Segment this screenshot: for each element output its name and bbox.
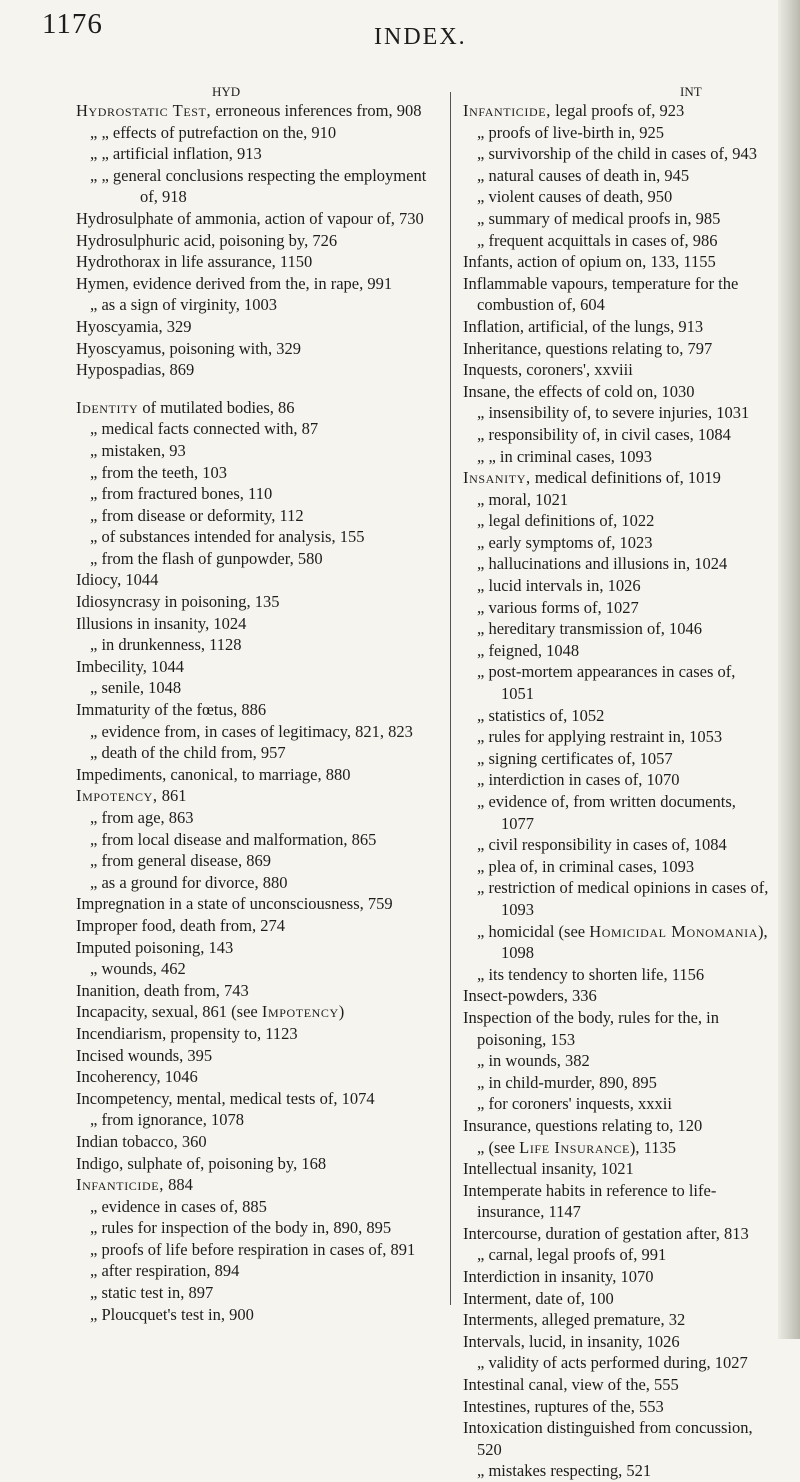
entry-text: „ frequent acquittals in cases of, 986 — [477, 230, 718, 250]
entry-text: Intestinal canal, view of the, 555 — [463, 1375, 679, 1395]
index-entry — [76, 1174, 448, 1196]
index-entry — [463, 424, 769, 446]
index-entry — [463, 532, 769, 554]
index-entry — [463, 1374, 769, 1396]
entry-heading: Infanticide, — [463, 101, 551, 120]
index-entry — [463, 1072, 769, 1094]
entry-text: Incised wounds, 395 — [76, 1045, 213, 1065]
index-entry — [463, 597, 769, 619]
index-entry — [463, 467, 769, 489]
entry-text: Inflammable vapours, temperature for the combustion of, 604 — [463, 273, 739, 315]
entry-text: Incompetency, mental, medical tests of, 1074 — [76, 1088, 375, 1108]
index-entry — [463, 791, 769, 834]
index-entry — [76, 569, 448, 591]
entry-text: „ proofs of life before respiration in cases of, 891 — [90, 1239, 416, 1259]
entry-text: „ restriction of medical opinions in cases of, 1093 — [477, 878, 769, 919]
entry-text: Hymen, evidence derived from the, in rape, 991 — [76, 273, 393, 293]
index-entry — [76, 656, 448, 678]
entry-text: „ violent causes of death, 950 — [477, 187, 673, 207]
entry-text: Hyoscyamia, 329 — [76, 316, 192, 336]
entry-text: „ from ignorance, 1078 — [90, 1110, 244, 1130]
entry-text: „ in drunkenness, 1128 — [90, 635, 242, 655]
entry-text: Interment, date of, 100 — [463, 1288, 614, 1308]
entry-text: „ civil responsibility in cases of, 1084 — [477, 835, 727, 855]
index-entry — [463, 1007, 769, 1050]
index-entry — [463, 553, 769, 575]
entry-text: „ evidence from, in cases of legitimacy, 821, 823 — [90, 721, 413, 741]
index-entry — [76, 785, 448, 807]
entry-text: „ post-mortem appearances in cases of, 1051 — [477, 662, 736, 704]
entry-text: Immaturity of the fœtus, 886 — [76, 700, 267, 720]
entry-text: „ survivorship of the child in cases of, 943 — [477, 144, 757, 164]
entry-text: „ signing certificates of, 1057 — [477, 748, 673, 768]
index-entry — [76, 677, 448, 699]
index-entry — [76, 1109, 448, 1131]
index-entry — [76, 483, 448, 505]
entry-text: „ from general disease, 869 — [90, 851, 271, 871]
cross-reference: Homicidal Monomania — [589, 921, 759, 941]
entry-text: Intemperate habits in reference to life-insurance, 1147 — [463, 1180, 717, 1222]
index-entry — [463, 834, 769, 856]
entry-text: Incapacity, sexual, 861 (see — [76, 1002, 262, 1022]
index-entry — [76, 440, 448, 462]
entry-text: legal proofs of, 923 — [550, 101, 685, 120]
index-entry — [76, 721, 448, 743]
entry-text: „ from the flash of gunpowder, 580 — [90, 548, 323, 568]
entry-text: Incoherency, 1046 — [76, 1067, 198, 1087]
index-entry — [463, 359, 769, 381]
index-entry — [463, 1244, 769, 1266]
entry-text: „ Ploucquet's test in, 900 — [90, 1304, 254, 1324]
entry-heading: Hydrostatic Test, — [76, 101, 212, 120]
entry-text: „ its tendency to shorten life, 1156 — [477, 964, 705, 984]
entry-text: Improper food, death from, 274 — [76, 915, 285, 935]
entry-text: 884 — [163, 1175, 193, 1195]
entry-text: „ mistaken, 93 — [90, 440, 186, 460]
index-entry — [463, 402, 769, 424]
entry-text: Hydrosulphuric acid, poisoning by, 726 — [76, 230, 338, 250]
index-entry — [463, 143, 769, 165]
index-entry — [76, 591, 448, 613]
index-entry — [76, 273, 448, 295]
index-entry — [76, 1239, 448, 1261]
entry-text: Interments, alleged premature, 32 — [463, 1310, 686, 1330]
entry-text: „ death of the child from, 957 — [90, 743, 286, 763]
index-entry — [463, 1309, 769, 1331]
entry-text: „ hereditary transmission of, 1046 — [477, 619, 702, 639]
index-entry — [76, 338, 448, 360]
index-entry — [463, 316, 769, 338]
entry-text: „ proofs of live-birth in, 925 — [477, 122, 664, 142]
index-entry — [463, 251, 769, 273]
entry-text: Inquests, coroners', xxviii — [463, 360, 633, 380]
entry-text: Intellectual insanity, 1021 — [463, 1159, 634, 1179]
entry-text: Hyoscyamus, poisoning with, 329 — [76, 338, 302, 358]
entry-text: „ from disease or deformity, 112 — [90, 505, 304, 525]
index-entry — [76, 505, 448, 527]
entry-text: Illusions in insanity, 1024 — [76, 613, 247, 633]
entry-text: „ for coroners' inquests, xxxii — [477, 1094, 672, 1114]
entry-tail: ), 1135 — [629, 1137, 677, 1157]
entry-text: „ summary of medical proofs in, 985 — [477, 208, 721, 228]
entry-text: „ feigned, 1048 — [477, 640, 580, 660]
index-entry — [463, 1137, 769, 1159]
index-entry — [463, 165, 769, 187]
index-entry — [76, 980, 448, 1002]
entry-text: Inheritance, questions relating to, 797 — [463, 338, 713, 358]
entry-heading: Infanticide, — [76, 1175, 164, 1195]
entry-text: „ (see — [477, 1137, 520, 1157]
entry-text: „ legal definitions of, 1022 — [477, 511, 655, 531]
index-entry — [76, 1045, 448, 1067]
entry-text: erroneous inferences from, 908 — [211, 101, 422, 120]
index-entry — [463, 230, 769, 252]
index-entry — [463, 921, 769, 964]
index-entry — [463, 1352, 769, 1374]
index-entry — [463, 1223, 769, 1245]
index-entry — [463, 1158, 769, 1180]
entry-text: „ early symptoms of, 1023 — [477, 532, 653, 552]
entry-text: „ senile, 1048 — [90, 678, 182, 698]
entry-text: „ from fractured bones, 110 — [90, 484, 273, 504]
index-entry — [463, 1288, 769, 1310]
index-entry — [76, 850, 448, 872]
entry-text: „ plea of, in criminal cases, 1093 — [477, 856, 695, 876]
right-column-head: INT — [680, 84, 702, 99]
index-entry — [76, 1217, 448, 1239]
entry-text: „ „ general conclusions respecting the employment of, 918 — [90, 165, 427, 207]
index-entry — [76, 764, 448, 786]
index-entry — [76, 915, 448, 937]
entry-text: 861 — [157, 786, 187, 806]
index-entry — [463, 122, 769, 144]
entry-text: „ homicidal (see — [477, 921, 590, 941]
page-edge-shadow — [778, 0, 800, 1339]
index-entry — [463, 381, 769, 403]
index-entry — [463, 186, 769, 208]
index-entry — [463, 1331, 769, 1353]
index-entry — [76, 1131, 448, 1153]
index-entry — [76, 742, 448, 764]
left-column-head: HYD — [212, 84, 241, 99]
entry-text: Intestines, ruptures of the, 553 — [463, 1396, 664, 1416]
index-entry — [463, 208, 769, 230]
index-entry — [76, 1196, 448, 1218]
index-entry — [463, 748, 769, 770]
entry-text: Hydrosulphate of ammonia, action of vapour of, 730 — [76, 208, 424, 228]
cross-reference: Life Insurance — [519, 1137, 630, 1157]
index-entry — [463, 575, 769, 597]
index-entry — [76, 526, 448, 548]
index-entry — [76, 1153, 448, 1175]
entry-text: „ wounds, 462 — [90, 959, 186, 979]
index-entry — [76, 548, 448, 570]
index-entry — [76, 958, 448, 980]
entry-text: „ of substances intended for analysis, 155 — [90, 527, 365, 547]
index-entry — [463, 769, 769, 791]
index-entry — [463, 338, 769, 360]
index-group — [463, 100, 769, 1482]
entry-heading: Impotency, — [76, 786, 158, 806]
entry-text: Interdiction in insanity, 1070 — [463, 1267, 654, 1287]
index-entry — [76, 1001, 448, 1023]
entry-text: „ „ effects of putrefaction on the, 910 — [90, 122, 337, 142]
index-entry — [76, 829, 448, 851]
entry-text: „ from local disease and malformation, 865 — [90, 829, 377, 849]
entry-text: „ natural causes of death in, 945 — [477, 165, 690, 185]
index-entry — [76, 397, 448, 419]
index-entry — [463, 1417, 769, 1460]
index-entry — [463, 100, 769, 122]
index-entry — [76, 230, 448, 252]
index-entry — [463, 705, 769, 727]
entry-text: Intoxication distinguished from concussion, 520 — [463, 1418, 753, 1459]
index-entry — [76, 100, 448, 122]
entry-text: „ static test in, 897 — [90, 1283, 214, 1303]
entry-text: „ carnal, legal proofs of, 991 — [477, 1245, 667, 1265]
entry-text: „ rules for inspection of the body in, 890, 895 — [90, 1218, 392, 1238]
entry-text: „ responsibility of, in civil cases, 1084 — [477, 424, 731, 444]
index-entry — [76, 807, 448, 829]
entry-text: Impregnation in a state of unconsciousness, 759 — [76, 894, 393, 914]
entry-text: Insane, the effects of cold on, 1030 — [463, 381, 695, 401]
index-entry — [463, 510, 769, 532]
entry-tail: ), 1098 — [501, 921, 768, 963]
entry-text: Intercourse, duration of gestation after, 813 — [463, 1223, 749, 1243]
entry-text: Indigo, sulphate of, poisoning by, 168 — [76, 1153, 327, 1173]
index-entry — [76, 1023, 448, 1045]
index-entry — [76, 165, 448, 208]
entry-text: Inflation, artificial, of the lungs, 913 — [463, 316, 704, 336]
entry-text: Inanition, death from, 743 — [76, 980, 249, 1000]
index-entry — [76, 143, 448, 165]
entry-text: „ evidence of, from written documents, 1077 — [477, 792, 736, 833]
entry-heading: Insanity, — [463, 468, 531, 488]
entry-text: medical definitions of, 1019 — [530, 468, 721, 488]
cross-reference: Impotency — [261, 1002, 339, 1022]
column-divider — [450, 92, 451, 1305]
index-entry — [76, 1260, 448, 1282]
index-entry — [76, 1282, 448, 1304]
index-entry — [463, 856, 769, 878]
entry-text: „ evidence in cases of, 885 — [90, 1196, 267, 1216]
index-entry — [76, 1088, 448, 1110]
entry-text: „ in wounds, 382 — [477, 1051, 590, 1071]
entry-text: „ in child-murder, 890, 895 — [477, 1072, 657, 1092]
index-entry — [463, 446, 769, 468]
entry-text: „ hallucinations and illusions in, 1024 — [477, 554, 728, 574]
entry-text: Idiosyncrasy in poisoning, 135 — [76, 592, 280, 612]
index-entry — [463, 1180, 769, 1223]
index-entry — [463, 1115, 769, 1137]
entry-text: „ various forms of, 1027 — [477, 597, 639, 617]
entry-text: Hypospadias, 869 — [76, 360, 195, 380]
page-number: 1176 — [42, 8, 103, 40]
index-entry — [463, 489, 769, 511]
index-entry — [76, 122, 448, 144]
index-entry — [76, 634, 448, 656]
entry-text: „ insensibility of, to severe injuries, 1031 — [477, 403, 750, 423]
entry-text: Insect-powders, 336 — [463, 986, 597, 1006]
index-entry — [76, 418, 448, 440]
entry-text: Indian tobacco, 360 — [76, 1131, 207, 1151]
entry-text: „ from the teeth, 103 — [90, 462, 227, 482]
entry-text: Insurance, questions relating to, 120 — [463, 1115, 703, 1135]
entry-text: „ rules for applying restraint in, 1053 — [477, 727, 723, 747]
entry-text: „ mistakes respecting, 521 — [477, 1461, 652, 1481]
entry-text: „ „ in criminal cases, 1093 — [477, 446, 653, 466]
index-entry — [463, 964, 769, 986]
index-entry — [463, 1050, 769, 1072]
entry-text: Infants, action of opium on, 133, 1155 — [463, 252, 716, 272]
right-column — [463, 100, 769, 1482]
index-entry — [463, 273, 769, 316]
index-entry — [76, 613, 448, 635]
entry-text: Intervals, lucid, in insanity, 1026 — [463, 1331, 680, 1351]
index-entry — [76, 251, 448, 273]
index-entry — [76, 359, 448, 381]
entry-text: „ moral, 1021 — [477, 489, 569, 509]
index-entry — [76, 316, 448, 338]
index-entry — [463, 661, 769, 704]
entry-text: „ validity of acts performed during, 1027 — [477, 1353, 748, 1373]
index-entry — [76, 208, 448, 230]
page-header: INDEX. — [374, 24, 467, 50]
index-entry — [76, 294, 448, 316]
index-entry — [463, 1396, 769, 1418]
index-entry — [463, 1460, 769, 1482]
entry-text: „ from age, 863 — [90, 808, 194, 827]
entry-text: „ interdiction in cases of, 1070 — [477, 770, 680, 790]
left-column — [76, 100, 448, 1325]
index-entry — [76, 462, 448, 484]
index-entry — [463, 1266, 769, 1288]
entry-text: Imbecility, 1044 — [76, 656, 184, 676]
entry-text: „ „ artificial inflation, 913 — [90, 144, 262, 164]
entry-text: „ medical facts connected with, 87 — [90, 419, 319, 439]
index-entry — [76, 872, 448, 894]
index-entry — [463, 877, 769, 920]
index-entry — [76, 699, 448, 721]
index-entry — [76, 893, 448, 915]
index-entry — [463, 618, 769, 640]
index-entry — [76, 937, 448, 959]
entry-text: Idiocy, 1044 — [76, 570, 159, 590]
index-entry — [463, 1093, 769, 1115]
entry-text: Incendiarism, propensity to, 1123 — [76, 1023, 298, 1043]
entry-text: Impediments, canonical, to marriage, 880 — [76, 764, 351, 784]
index-entry — [463, 640, 769, 662]
entry-text: of mutilated bodies, 86 — [138, 397, 295, 417]
entry-tail: ) — [338, 1002, 345, 1022]
index-group — [76, 100, 448, 381]
entry-text: „ after respiration, 894 — [90, 1261, 240, 1281]
entry-text: „ statistics of, 1052 — [477, 705, 605, 725]
entry-text: „ as a ground for divorce, 880 — [90, 872, 288, 892]
index-entry — [463, 985, 769, 1007]
entry-text: Imputed poisoning, 143 — [76, 937, 234, 957]
entry-text: Inspection of the body, rules for the, in poisoning, 153 — [463, 1007, 719, 1049]
entry-text: „ lucid intervals in, 1026 — [477, 576, 641, 596]
entry-text: „ as a sign of virginity, 1003 — [90, 295, 277, 315]
index-group — [76, 397, 448, 1326]
index-entry — [76, 1304, 448, 1326]
index-entry — [76, 1066, 448, 1088]
entry-text: Hydrothorax in life assurance, 1150 — [76, 252, 313, 272]
index-entry — [463, 726, 769, 748]
entry-heading: Identity — [76, 397, 139, 417]
